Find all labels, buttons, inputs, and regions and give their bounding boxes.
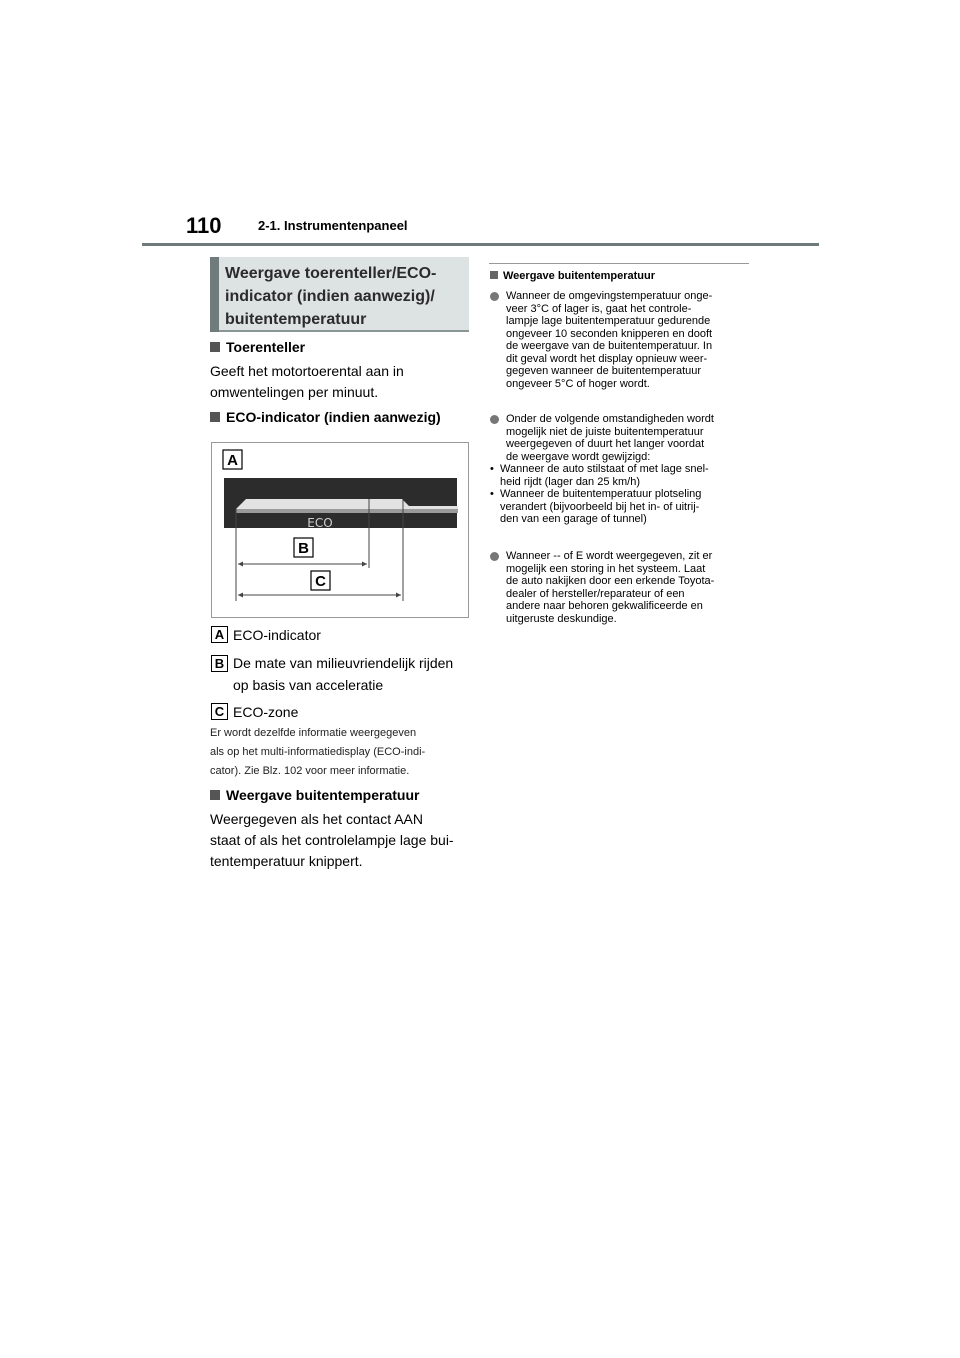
legend-letter-b: B bbox=[211, 655, 228, 672]
text-line: Er wordt dezelfde informatie weergegeven bbox=[210, 727, 417, 739]
text-line: ECO-indicator bbox=[233, 627, 321, 643]
text-line: tentemperatuur knippert. bbox=[210, 853, 363, 869]
legend-letter-c: C bbox=[211, 703, 228, 720]
text-line: de auto nakijken door een erkende Toyota- bbox=[506, 575, 715, 587]
text-line: de weergave van de buitentemperatuur. In bbox=[506, 340, 713, 352]
text-line: cator). Zie Blz. 102 voor meer informatie. bbox=[210, 765, 410, 777]
text-line: omwentelingen per minuut. bbox=[210, 384, 379, 400]
legend-text-b bbox=[233, 652, 453, 696]
arrow-head-icon bbox=[238, 562, 243, 567]
eco-bar-shade bbox=[236, 509, 458, 513]
text-line: verandert (bijvoorbeeld bij het in- of uitrij- bbox=[500, 500, 700, 513]
section-title: 2-1. Instrumentenpaneel bbox=[258, 218, 408, 233]
info-bullet-1 bbox=[490, 290, 752, 390]
text-line: dealer of hersteller/reparateur of een bbox=[506, 587, 685, 600]
text-line: Onder de volgende omstandigheden wordt bbox=[506, 413, 714, 425]
subheading-text: Weergave buitentemperatuur bbox=[503, 270, 656, 282]
info-bullet-2 bbox=[490, 413, 752, 526]
right-subheading bbox=[490, 270, 655, 282]
page-number: 110 bbox=[186, 213, 222, 238]
condition-item bbox=[490, 463, 752, 488]
legend-text-c bbox=[233, 701, 298, 723]
subheading-text: Weergave buitentemperatuur bbox=[226, 787, 420, 803]
text-line: mogelijk een storing in het systeem. Laat bbox=[506, 562, 706, 575]
text-line: ongeveer 5°C of hoger wordt. bbox=[506, 377, 650, 390]
text-line: ongeveer 10 seconden knipperen en dooft bbox=[506, 327, 713, 340]
eco-display-text: ECO bbox=[307, 516, 333, 530]
legend-letter-a: A bbox=[211, 626, 228, 643]
label-b-text: B bbox=[298, 540, 309, 557]
eco-indicator-figure bbox=[211, 442, 469, 618]
arrow-head-icon bbox=[396, 593, 401, 598]
text-line: staat of als het controlelampje lage bui- bbox=[210, 832, 454, 848]
square-bullet-icon bbox=[210, 412, 220, 422]
info-bullet-3 bbox=[490, 550, 752, 625]
condition-list bbox=[490, 463, 752, 526]
text-line: heid rijdt (lager dan 25 km/h) bbox=[500, 475, 641, 488]
subheading-text: ECO-indicator (indien aanwezig) bbox=[226, 409, 441, 425]
outside-temp-text bbox=[210, 809, 454, 872]
square-bullet-icon bbox=[210, 342, 220, 352]
text-line: ECO-zone bbox=[233, 704, 299, 720]
text-line: Wanneer de omgevingstemperatuur onge- bbox=[506, 290, 713, 302]
text-line: dit geval wordt het display opnieuw weer- bbox=[506, 352, 708, 365]
square-bullet-icon bbox=[490, 271, 498, 279]
label-a-text: A bbox=[227, 452, 238, 469]
text-line: uitgeruste deskundige. bbox=[506, 612, 617, 625]
text-line: mogelijk niet de juiste buitentemperatuur bbox=[506, 425, 704, 438]
text-line: Geeft het motortoerental aan in bbox=[210, 363, 404, 379]
text-line: veer 3°C of lager is, gaat het controle- bbox=[506, 302, 692, 315]
text-line: Weergegeven als het contact AAN bbox=[210, 811, 423, 827]
section-heading bbox=[210, 257, 469, 332]
legend-text-a bbox=[233, 624, 321, 646]
text-line: • Wanneer de buitentemperatuur plotseling bbox=[500, 488, 702, 500]
eco-note bbox=[210, 724, 425, 781]
arrow-head-icon bbox=[238, 593, 243, 598]
tachometer-text bbox=[210, 361, 404, 403]
subheading-text: Toerenteller bbox=[226, 339, 306, 355]
text-line: De mate van milieuvriendelijk rijden bbox=[233, 655, 454, 671]
right-column-divider bbox=[489, 263, 749, 264]
square-bullet-icon bbox=[210, 790, 220, 800]
text-line: andere naar behoren gekwalificeerde en bbox=[506, 600, 703, 612]
label-c-text: C bbox=[315, 573, 326, 590]
heading-accent-bar bbox=[210, 257, 219, 332]
text-line: op basis van acceleratie bbox=[233, 677, 384, 693]
text-line: de weergave wordt gewijzigd: bbox=[506, 450, 651, 463]
round-bullet-icon bbox=[490, 415, 499, 424]
arrow-head-icon bbox=[362, 562, 367, 567]
subheading-tachometer bbox=[210, 339, 305, 355]
condition-item bbox=[490, 488, 752, 526]
round-bullet-icon bbox=[490, 552, 499, 561]
text-line: den van een garage of tunnel) bbox=[500, 513, 647, 525]
heading-line: buitentemperatuur bbox=[225, 311, 367, 328]
round-bullet-icon bbox=[490, 292, 499, 301]
text-line: Wanneer -- of E wordt weergegeven, zit er bbox=[506, 550, 713, 562]
text-line: als op het multi-informatiedisplay (ECO-indi- bbox=[210, 746, 426, 758]
heading-line: Weergave toerenteller/ECO- bbox=[225, 265, 437, 282]
text-line: lampje lage buitentemperatuur gedurende bbox=[506, 315, 711, 327]
heading-line: indicator (indien aanwezig)/ bbox=[225, 288, 435, 305]
text-line: • Wanneer de auto stilstaat of met lage snel- bbox=[500, 463, 709, 475]
subheading-outside-temp bbox=[210, 787, 419, 803]
eco-indicator-illustration bbox=[212, 443, 468, 617]
text-line: gegeven wanneer de buitentemperatuur bbox=[506, 365, 702, 377]
text-line: weergegeven of duurt het langer voordat bbox=[506, 438, 705, 450]
header-divider bbox=[142, 243, 819, 246]
subheading-eco bbox=[210, 409, 441, 425]
heading-text bbox=[225, 262, 467, 331]
